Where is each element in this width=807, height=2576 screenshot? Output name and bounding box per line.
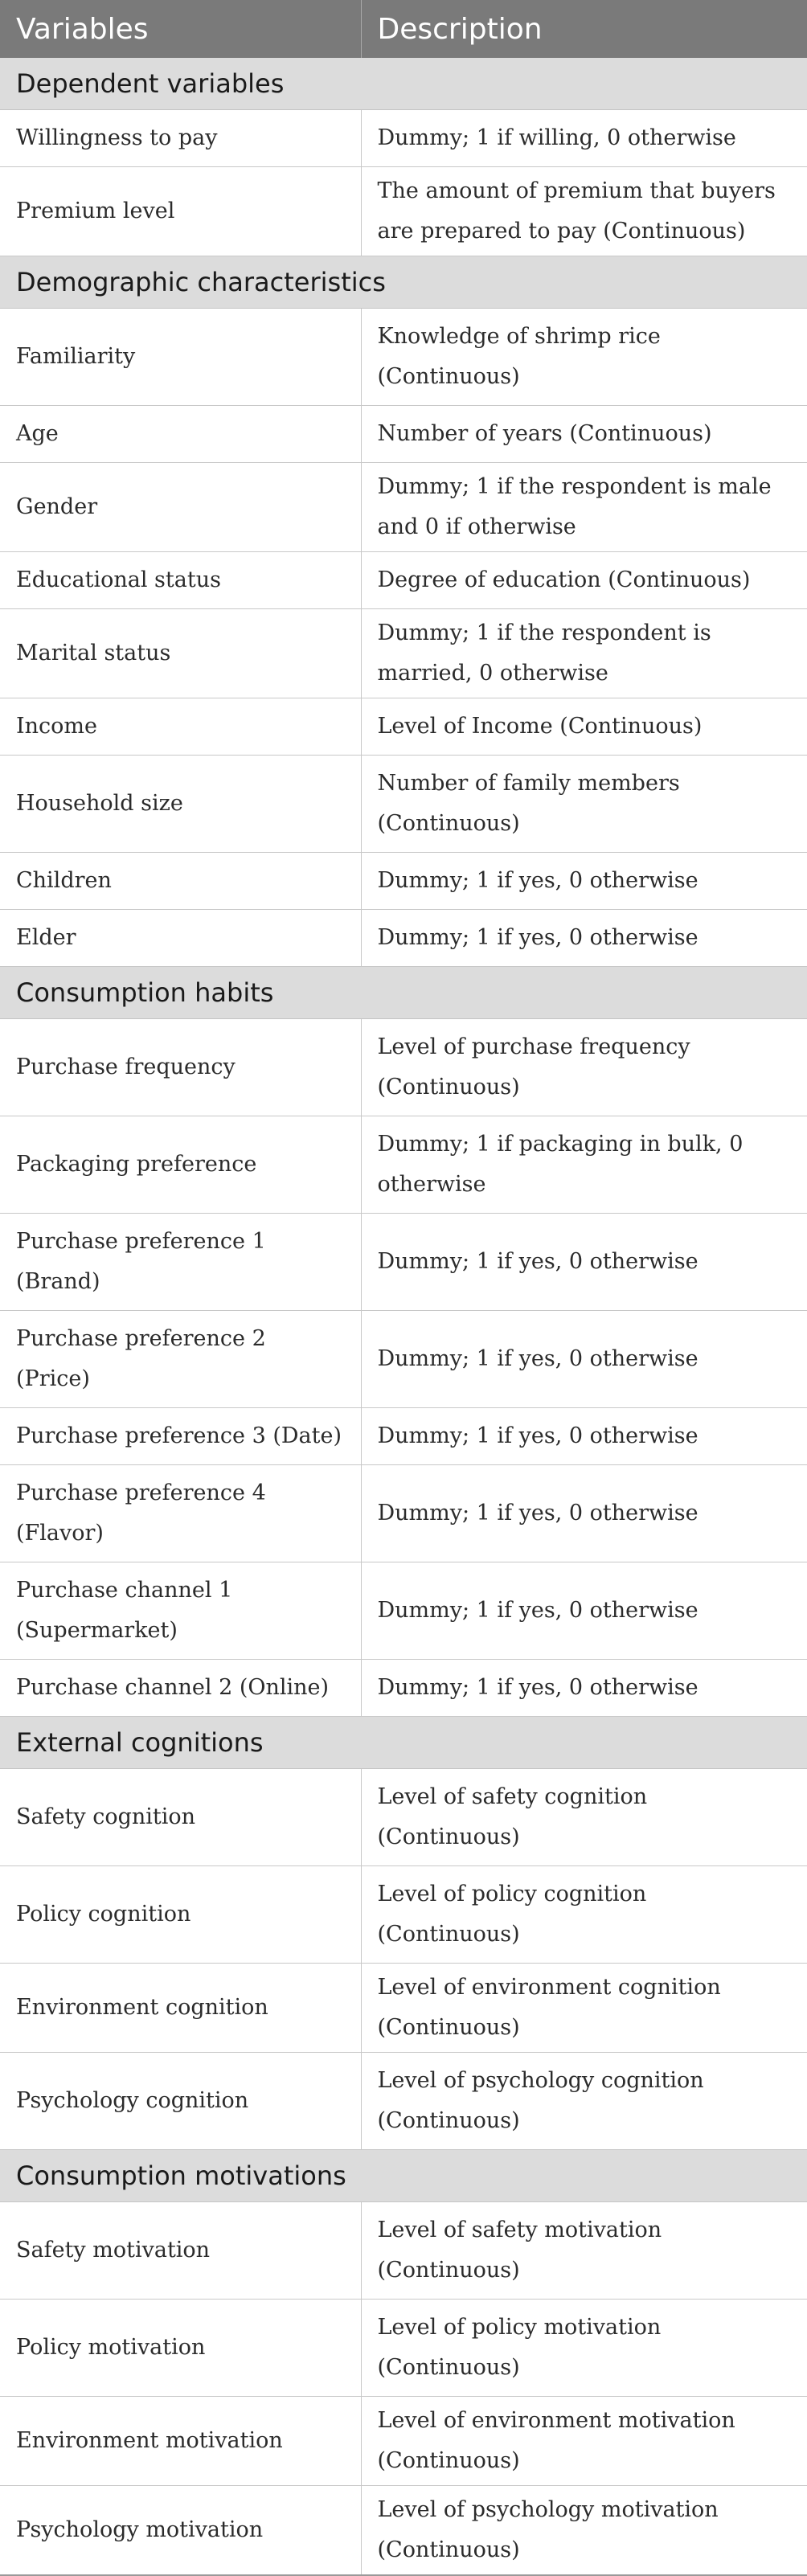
table-row <box>0 1311 807 1408</box>
variable-cell: Policy motivation <box>0 2300 361 2397</box>
description-cell: Dummy; 1 if yes, 0 otherwise <box>361 853 807 910</box>
table-row <box>0 756 807 853</box>
variable-cell: Safety motivation <box>0 2202 361 2300</box>
variable-cell: Safety cognition <box>0 1769 361 1866</box>
section-header-row <box>0 58 807 110</box>
section-title: Consumption habits <box>0 967 807 1019</box>
table-row <box>0 2300 807 2397</box>
section-title: Demographic characteristics <box>0 256 807 309</box>
variable-cell: Packaging preference <box>0 1116 361 1214</box>
variable-cell: Familiarity <box>0 309 361 406</box>
description-cell: Dummy; 1 if yes, 0 otherwise <box>361 1408 807 1465</box>
table-row <box>0 167 807 256</box>
table-row <box>0 1562 807 1660</box>
variable-cell: Purchase frequency <box>0 1019 361 1116</box>
description-cell: Dummy; 1 if yes, 0 otherwise <box>361 910 807 967</box>
section-header-row <box>0 2150 807 2202</box>
table-row <box>0 552 807 609</box>
description-cell: Level of policy motivation (Continuous) <box>361 2300 807 2397</box>
description-cell: Dummy; 1 if yes, 0 otherwise <box>361 1214 807 1311</box>
table-row <box>0 2486 807 2576</box>
table-row <box>0 1019 807 1116</box>
variable-cell: Premium level <box>0 167 361 256</box>
table-row <box>0 698 807 756</box>
variable-cell: Children <box>0 853 361 910</box>
table-row <box>0 110 807 167</box>
section-title: Dependent variables <box>0 58 807 110</box>
table-row <box>0 1866 807 1964</box>
table-row <box>0 853 807 910</box>
description-cell: The amount of premium that buyers are prepared to pay (Continuous) <box>361 167 807 256</box>
table-body <box>0 58 807 2575</box>
description-cell: Dummy; 1 if yes, 0 otherwise <box>361 1311 807 1408</box>
table-row <box>0 1408 807 1465</box>
header-variables: Variables <box>0 0 361 58</box>
variable-cell: Household size <box>0 756 361 853</box>
description-cell: Dummy; 1 if yes, 0 otherwise <box>361 1660 807 1717</box>
description-cell: Number of years (Continuous) <box>361 406 807 463</box>
description-cell: Dummy; 1 if the respondent is male and 0 if otherwise <box>361 463 807 552</box>
description-cell: Level of policy cognition (Continuous) <box>361 1866 807 1964</box>
description-cell: Level of safety cognition (Continuous) <box>361 1769 807 1866</box>
variable-cell: Purchase preference 1 (Brand) <box>0 1214 361 1311</box>
variable-cell: Educational status <box>0 552 361 609</box>
table-row <box>0 309 807 406</box>
section-header-row <box>0 256 807 309</box>
variable-cell: Purchase preference 4 (Flavor) <box>0 1465 361 1562</box>
section-header-row <box>0 967 807 1019</box>
table-row <box>0 1964 807 2053</box>
variable-cell: Income <box>0 698 361 756</box>
variable-cell: Willingness to pay <box>0 110 361 167</box>
variable-cell: Purchase preference 3 (Date) <box>0 1408 361 1465</box>
description-cell: Degree of education (Continuous) <box>361 552 807 609</box>
table-row <box>0 609 807 698</box>
table-row <box>0 1769 807 1866</box>
description-cell: Dummy; 1 if yes, 0 otherwise <box>361 1465 807 1562</box>
table-row <box>0 2053 807 2150</box>
variable-cell: Purchase preference 2 (Price) <box>0 1311 361 1408</box>
description-cell: Knowledge of shrimp rice (Continuous) <box>361 309 807 406</box>
variable-cell: Psychology cognition <box>0 2053 361 2150</box>
description-cell: Dummy; 1 if packaging in bulk, 0 otherwise <box>361 1116 807 1214</box>
table-row <box>0 406 807 463</box>
table-row <box>0 463 807 552</box>
section-title: Consumption motivations <box>0 2150 807 2202</box>
table-row <box>0 1214 807 1311</box>
table-row <box>0 1660 807 1717</box>
section-title: External cognitions <box>0 1717 807 1769</box>
description-cell: Level of purchase frequency (Continuous) <box>361 1019 807 1116</box>
table-row <box>0 1465 807 1562</box>
variable-cell: Marital status <box>0 609 361 698</box>
description-cell: Level of Income (Continuous) <box>361 698 807 756</box>
header-row <box>0 0 807 58</box>
description-cell: Level of safety motivation (Continuous) <box>361 2202 807 2300</box>
variable-cell: Elder <box>0 910 361 967</box>
description-cell: Level of psychology cognition (Continuous) <box>361 2053 807 2150</box>
table-row <box>0 910 807 967</box>
description-cell: Level of environment motivation (Continuous) <box>361 2397 807 2486</box>
description-cell: Level of environment cognition (Continuous) <box>361 1964 807 2053</box>
description-cell: Dummy; 1 if the respondent is married, 0 otherwise <box>361 609 807 698</box>
description-cell: Dummy; 1 if yes, 0 otherwise <box>361 1562 807 1660</box>
variable-cell: Purchase channel 1 (Supermarket) <box>0 1562 361 1660</box>
variable-cell: Environment motivation <box>0 2397 361 2486</box>
variable-cell: Policy cognition <box>0 1866 361 1964</box>
variable-cell: Purchase channel 2 (Online) <box>0 1660 361 1717</box>
table-row <box>0 1116 807 1214</box>
header-description: Description <box>361 0 807 58</box>
table-row <box>0 2397 807 2486</box>
description-cell: Number of family members (Continuous) <box>361 756 807 853</box>
variable-cell: Gender <box>0 463 361 552</box>
description-cell: Dummy; 1 if willing, 0 otherwise <box>361 110 807 167</box>
section-header-row <box>0 1717 807 1769</box>
table-row <box>0 2202 807 2300</box>
variable-cell: Age <box>0 406 361 463</box>
variable-cell: Environment cognition <box>0 1964 361 2053</box>
description-cell: Level of psychology motivation (Continuous) <box>361 2486 807 2576</box>
variable-cell: Psychology motivation <box>0 2486 361 2576</box>
